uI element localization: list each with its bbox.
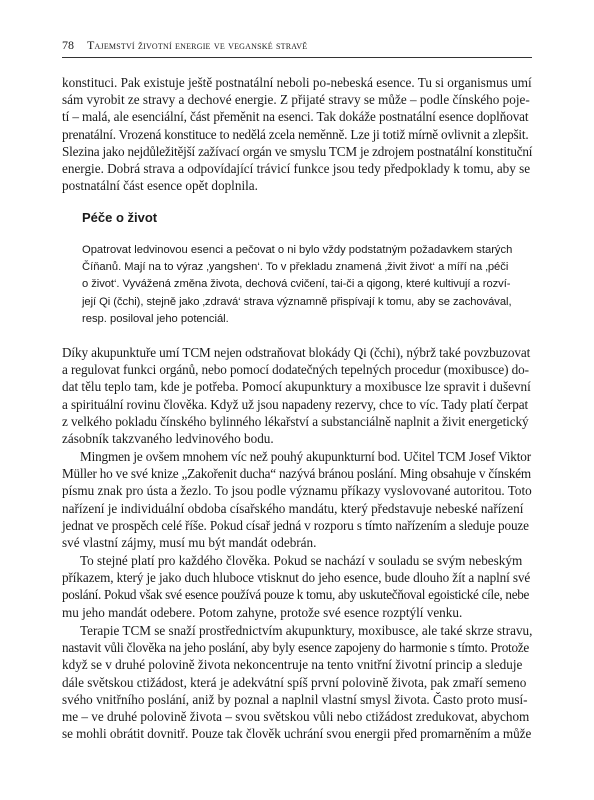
text-line: dat tělu teplo tam, kde je potřeba. Pomocí akupunktury a moxibusce lze spravit i duševní (62, 379, 531, 395)
text-line: když se v druhé polovině života nekoncentruje na tento vnitřní životní princip a sleduje (62, 657, 523, 673)
text-line: se mohli obrátit dovnitř. Pouze tak člověk uchrání svou energii před promarněním a může (62, 726, 532, 742)
text-line: poslání. Pokud však své esence používá pouze k tomu, aby uskutečňoval egoistické cíle, nebe (62, 587, 530, 603)
text-line: me – ve druhé polovině života – svou světskou vůli nebo ctižádost zredukovat, abychom (62, 709, 530, 725)
text-line: písmu znak pro ústa a žezlo. To jsou podle významu příkazy vyslovované autoritou. Toto (62, 483, 532, 499)
text-line: dále světskou ctižádost, která je adekvátní spíš první polovině života, pak zmaří semeno (62, 674, 527, 690)
text-line: Díky akupunktuře umí TCM nejen odstraňovat blokády Qi (čchi), nýbrž také povzbuzovat (62, 345, 531, 360)
text-line: energie. Dobrá strava a odpovídající trávicí funkce jsou tedy předpoklady k tomu, aby se (62, 161, 531, 177)
text-line: prenatální. Vrozená konstituce to nedělá zcela neměnně. Lze ji totiž mírně ovlivnit a zlepšit. (62, 126, 529, 142)
sidebar-text (82, 242, 512, 328)
page-number: 78 (62, 38, 74, 52)
text-line: sám vyrobit ze stravy a dechové energie. Z přijaté stravy se může – podle čínského poje- (62, 92, 530, 108)
text-line: její Qi (čchi), stejně jako ‚zdravá‘ strava významně přispívají k tomu, aby se zachovával, (82, 295, 512, 308)
paragraph-5 (62, 622, 532, 742)
text-line: resp. posiloval jeho potenciál. (82, 312, 229, 325)
paragraph-2 (62, 344, 532, 447)
text-line: zásobník takzvaného ledvinového bodu. (62, 431, 274, 447)
text-line: Číňanů. Mají na to výraz ‚yangshen‘. To v překladu znamená ‚živit život‘ a míří na ‚péči (82, 261, 509, 274)
text-line: a spirituální rovinu člověka. Když už jsou napadeny rezervy, chce to víc. Tady platí čerpat (62, 396, 529, 412)
text-line: Opatrovat ledvinovou esenci a pečovat o ni bylo vždy podstatným požadavkem starých (82, 244, 513, 256)
text-line: o život‘. Vyvážená změna života, dechová cvičení, tai-či a qigong, které kultivují a rozví- (82, 278, 511, 291)
text-line: svého vnitřního poslání, aniž by poznal a naplnil vlastní smysl života. Často proto musí- (62, 691, 528, 707)
text-line: a regulovat funkci orgánů, nebo pomocí dodatečných tepelných procedur (moxibusce) do- (62, 362, 529, 378)
text-line: příkazem, který je jako duch hluboce vtisknut do jeho esence, bude dlouho žít a naplní své (62, 570, 531, 586)
header-rule (62, 57, 532, 58)
text-line: postnatální část esence opět doplnila. (62, 178, 258, 194)
text-line: nastavit vůli člověka na jeho poslání, aby byly esence zapojeny do harmonie s tímto. Protože (62, 640, 530, 656)
text-line: Terapie TCM se snaží prostřednictvím akupunktury, moxibusce, ale také skrze stravu, (80, 623, 533, 638)
section-heading: Péče o život (82, 210, 158, 225)
text-line: své vlastní zájmy, musí mu být mandát odebrán. (62, 535, 317, 551)
running-title: Tajemství životní energie ve veganské stravě (87, 38, 308, 52)
paragraph-3 (62, 448, 532, 551)
text-line: To stejné platí pro každého člověka. Pokud se nachází v souladu se svým nebeským (80, 553, 523, 568)
text-line: konstituci. Pak existuje ještě postnatální neboli po-nebeská esence. Tu si organismus umí (62, 75, 532, 90)
text-line: Mingmen je ovšem mnohem víc než pouhý akupunkturní bod. Učitel TCM Josef Viktor (80, 449, 531, 464)
paragraph-1 (62, 74, 532, 194)
paragraph-4 (62, 552, 532, 621)
text-line: nařízení je individuální obdoba císařského mandátu, který představuje nebeské nařízení (62, 500, 524, 516)
text-line: jednat ve prospěch celé říše. Pokud císař jedná v rozporu s tímto nařízením a sleduje pouze (62, 517, 529, 533)
text-line: Müller ho ve své knize „Zakořenit ducha“ nazývá bránou poslání. Ming obsahuje v čínském (62, 466, 531, 482)
text-line: z velkého pokladu čínského bylinného lékařství a substanciálně naplnit a živit energetický (62, 413, 529, 429)
text-line: mu jeho mandát odebere. Potom zahyne, protože své esence rozptýlí venku. (62, 604, 463, 620)
text-line: Slezina jako nejdůležitější zažívací orgán ve smyslu TCM je zdrojem postnatální konstituční (62, 143, 533, 159)
text-line: tí – malá, ale esenciální, část přeměnit na esenci. Tak dokáže postnatální esence doplňovat (62, 109, 529, 125)
